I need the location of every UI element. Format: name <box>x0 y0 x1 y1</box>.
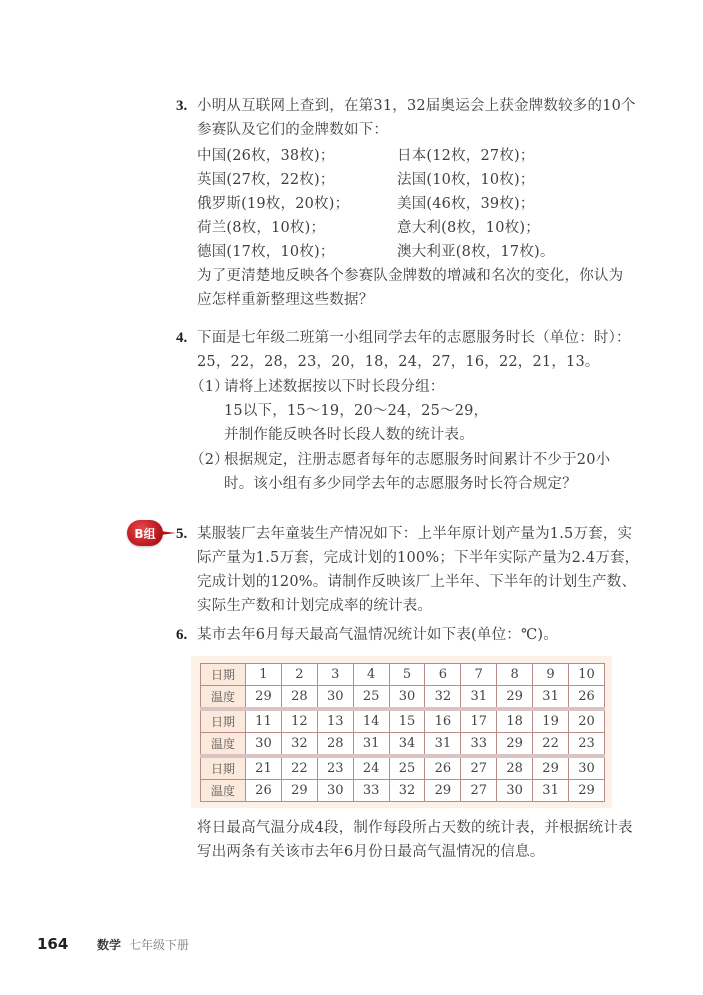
table-cell: 25 <box>353 686 389 710</box>
q4-part2-line-2: 时。该小组有多少同学去年的志愿服务时长符合规定？ <box>224 476 577 492</box>
page-number: 164 <box>37 935 69 953</box>
table-row-temps-2 <box>201 733 605 757</box>
q4-part2-line-1: 根据规定，注册志愿者每年的志愿服务时间累计不少于20小 <box>224 452 611 468</box>
table-cell: 29 <box>281 780 317 802</box>
footer-subject: 数学 <box>97 938 122 952</box>
table-cell: 13 <box>317 709 353 733</box>
q5-line-1: 某服装厂去年童装生产情况如下：上半年原计划产量为1.5万套，实 <box>197 526 633 542</box>
group-b-badge: B组 <box>127 520 163 546</box>
table-cell: 14 <box>353 709 389 733</box>
q3-team-right-5: 澳大利亚(8枚，17枚)。 <box>397 244 555 260</box>
table-cell: 24 <box>353 756 389 780</box>
row-header-date: 日期 <box>201 664 246 686</box>
q3-team-left-3: 俄罗斯(19枚，20枚)； <box>197 196 350 212</box>
table-cell: 26 <box>425 756 461 780</box>
table-cell: 33 <box>353 780 389 802</box>
table-cell: 19 <box>533 709 569 733</box>
table-cell: 30 <box>497 780 533 802</box>
table-cell: 1 <box>246 664 282 686</box>
table-cell: 28 <box>317 733 353 757</box>
table-cell: 30 <box>246 733 282 757</box>
table-cell: 26 <box>569 686 605 710</box>
row-header-temp: 温度 <box>201 780 246 802</box>
table-cell: 23 <box>317 756 353 780</box>
table-row-temps-1 <box>201 686 605 710</box>
table-cell: 6 <box>425 664 461 686</box>
table-cell: 9 <box>533 664 569 686</box>
q3-team-right-4: 意大利(8枚，10枚)； <box>397 220 540 236</box>
temperature-table <box>200 663 605 802</box>
table-cell: 31 <box>533 780 569 802</box>
table-cell: 21 <box>246 756 282 780</box>
table-cell: 29 <box>246 686 282 710</box>
table-cell: 33 <box>461 733 497 757</box>
row-header-temp: 温度 <box>201 686 246 710</box>
table-cell: 8 <box>497 664 533 686</box>
table-cell: 25 <box>389 756 425 780</box>
table-cell: 29 <box>425 780 461 802</box>
table-cell: 16 <box>425 709 461 733</box>
table-cell: 32 <box>389 780 425 802</box>
table-cell: 30 <box>317 686 353 710</box>
table-cell: 22 <box>281 756 317 780</box>
q4-part1-line-1: 请将上述数据按以下时长段分组： <box>224 379 445 395</box>
q5-line-3: 完成计划的120%。请制作反映该厂上半年、下半年的计划生产数、 <box>197 574 637 590</box>
q4-part1-line-2: 15以下，15～19，20～24，25～29， <box>224 403 489 419</box>
table-cell: 29 <box>497 686 533 710</box>
q4-part2-label: （2） <box>190 452 229 468</box>
q3-team-left-2: 英国(27枚，22枚)； <box>197 172 335 188</box>
table-row-temps-3 <box>201 780 605 802</box>
table-row-dates-1 <box>201 664 605 686</box>
table-cell: 32 <box>425 686 461 710</box>
q4-part1-label: （1） <box>190 379 229 395</box>
q6-followup-1: 将日最高气温分成4段，制作每段所占天数的统计表，并根据统计表 <box>197 820 633 836</box>
table-cell: 31 <box>353 733 389 757</box>
table-cell: 29 <box>533 756 569 780</box>
row-header-date: 日期 <box>201 756 246 780</box>
row-header-date: 日期 <box>201 709 246 733</box>
table-cell: 30 <box>389 686 425 710</box>
table-cell: 27 <box>461 780 497 802</box>
table-cell: 27 <box>461 756 497 780</box>
q3-line-2: 参赛队及它们的金牌数如下： <box>197 122 389 138</box>
q5-line-2: 际产量为1.5万套，完成计划的100%；下半年实际产量为2.4万套， <box>197 550 640 566</box>
q4-line-2: 25，22，28，23，20，18，24，27，16，22，21，13。 <box>197 354 600 370</box>
table-cell: 28 <box>497 756 533 780</box>
table-cell: 31 <box>425 733 461 757</box>
table-cell: 12 <box>281 709 317 733</box>
table-cell: 30 <box>569 756 605 780</box>
table-row-dates-3 <box>201 756 605 780</box>
table-cell: 3 <box>317 664 353 686</box>
table-cell: 23 <box>569 733 605 757</box>
table-cell: 30 <box>317 780 353 802</box>
q4-part1-line-3: 并制作能反映各时长段人数的统计表。 <box>224 427 474 443</box>
q3-line-1: 小明从互联网上查到，在第31，32届奥运会上获金牌数较多的10个 <box>197 98 636 114</box>
table-cell: 11 <box>246 709 282 733</box>
table-cell: 31 <box>533 686 569 710</box>
table-cell: 34 <box>389 733 425 757</box>
q6-followup-2: 写出两条有关该市去年6月份日最高气温情况的信息。 <box>197 844 545 860</box>
table-cell: 28 <box>281 686 317 710</box>
q6-intro: 某市去年6月每天最高气温情况统计如下表(单位：℃)。 <box>197 627 558 643</box>
q3-question-2: 应怎样重新整理这些数据？ <box>197 292 374 308</box>
table-cell: 15 <box>389 709 425 733</box>
table-cell: 22 <box>533 733 569 757</box>
table-cell: 20 <box>569 709 605 733</box>
q3-team-right-1: 日本(12枚，27枚)； <box>397 148 535 164</box>
q3-team-right-3: 美国(46枚，39枚)； <box>397 196 535 212</box>
q3-question-1: 为了更清楚地反映各个参赛队金牌数的增减和名次的变化，你认为 <box>197 268 624 284</box>
q3-team-left-5: 德国(17枚，10枚)； <box>197 244 335 260</box>
question-5-number: 5. <box>176 526 188 542</box>
question-4-number: 4. <box>176 330 188 346</box>
q3-team-left-4: 荷兰(8枚，10枚)； <box>197 220 326 236</box>
table-cell: 17 <box>461 709 497 733</box>
row-header-temp: 温度 <box>201 733 246 757</box>
footer-book-title: 七年级下册 <box>129 938 190 952</box>
table-cell: 10 <box>569 664 605 686</box>
table-row-dates-2 <box>201 709 605 733</box>
q4-line-1: 下面是七年级二班第一小组同学去年的志愿服务时长（单位：时）： <box>197 330 631 346</box>
table-cell: 18 <box>497 709 533 733</box>
table-cell: 26 <box>246 780 282 802</box>
question-6-number: 6. <box>176 627 188 643</box>
table-cell: 5 <box>389 664 425 686</box>
table-cell: 29 <box>569 780 605 802</box>
table-cell: 4 <box>353 664 389 686</box>
q3-team-right-2: 法国(10枚，10枚)； <box>397 172 535 188</box>
table-cell: 31 <box>461 686 497 710</box>
table-cell: 7 <box>461 664 497 686</box>
q5-line-4: 实际生产数和计划完成率的统计表。 <box>197 598 433 614</box>
table-cell: 2 <box>281 664 317 686</box>
q3-team-left-1: 中国(26枚，38枚)； <box>197 148 335 164</box>
table-cell: 32 <box>281 733 317 757</box>
table-cell: 29 <box>497 733 533 757</box>
question-3-number: 3. <box>176 98 188 114</box>
